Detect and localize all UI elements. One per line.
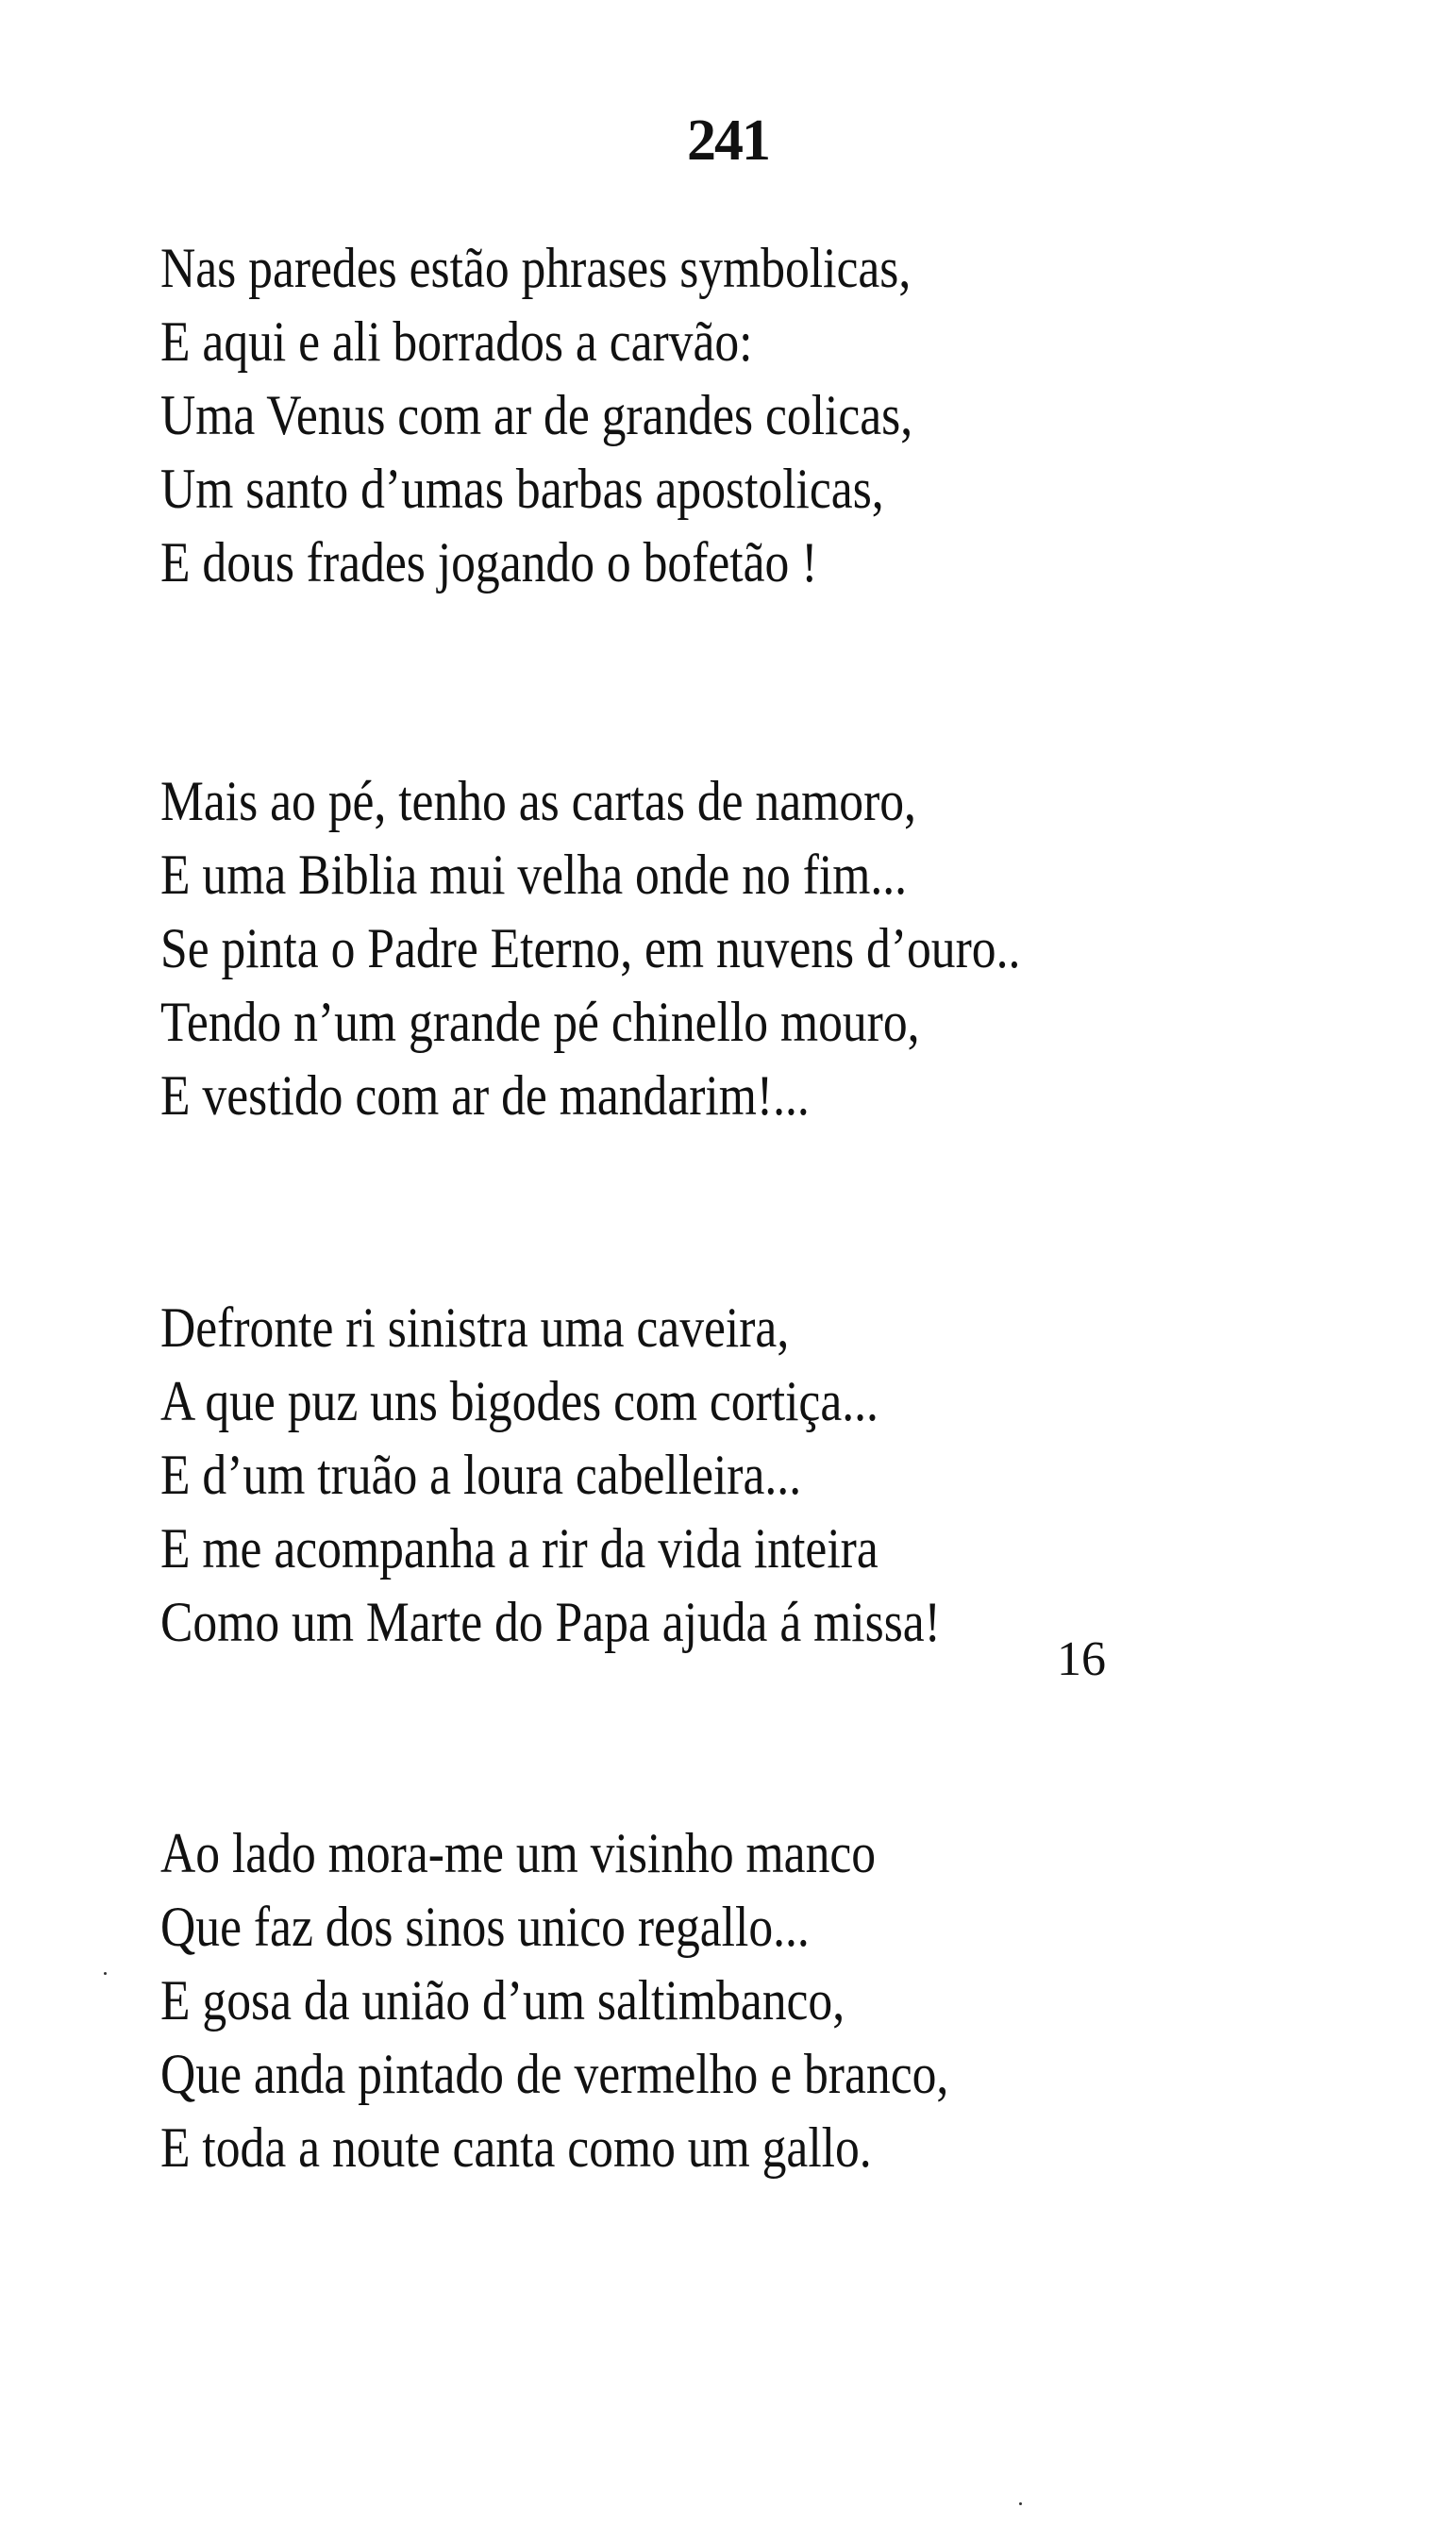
verse-line: Ao lado mora-me um visinho manco	[160, 1822, 877, 1884]
page-number: 241	[687, 109, 769, 173]
verse-line: Que faz dos sinos unico regallo...	[160, 1896, 810, 1958]
verse-line: E d’um truão a loura cabelleira...	[160, 1444, 802, 1506]
verse-line: Mais ao pé, tenho as cartas de namoro,	[160, 770, 916, 832]
verse-line: E toda a noute canta como um gallo.	[160, 2116, 872, 2179]
verse-line: Que anda pintado de vermelho e branco,	[160, 2043, 949, 2105]
paper-speck	[104, 1972, 107, 1975]
verse-line: Tendo n’um grande pé chinello mouro,	[160, 991, 920, 1053]
verse-line: Como um Marte do Papa ajuda á missa!	[160, 1591, 941, 1653]
verse-line: E vestido com ar de mandarim!...	[160, 1064, 810, 1127]
verse-line: A que puz uns bigodes com cortiça...	[160, 1370, 879, 1432]
verse-line: Uma Venus com ar de grandes colicas,	[160, 384, 913, 446]
verse-line: Defronte ri sinistra uma caveira,	[160, 1296, 790, 1359]
paper-speck	[1019, 2502, 1022, 2505]
stanza-3	[160, 1291, 1293, 1659]
verse-line: E dous frades jogando o bofetão !	[160, 531, 818, 594]
verse-line: Se pinta o Padre Eterno, em nuvens d’ouro..	[160, 917, 1021, 979]
stanza-2	[160, 764, 1293, 1132]
verse-line: E aqui e ali borrados a carvão:	[160, 310, 753, 373]
stanza-1	[160, 231, 1293, 599]
verse-line: Um santo d’umas barbas apostolicas,	[160, 458, 884, 520]
stanza-4	[160, 1816, 1293, 2184]
verse-line: E me acompanha a rir da vida inteira	[160, 1517, 879, 1580]
verse-line: Nas paredes estão phrases symbolicas,	[160, 237, 912, 299]
verse-line: E uma Biblia mui velha onde no fim...	[160, 844, 908, 906]
signature-mark: 16	[1057, 1632, 1106, 1686]
verse-line: E gosa da união d’um saltimbanco,	[160, 1969, 845, 2032]
